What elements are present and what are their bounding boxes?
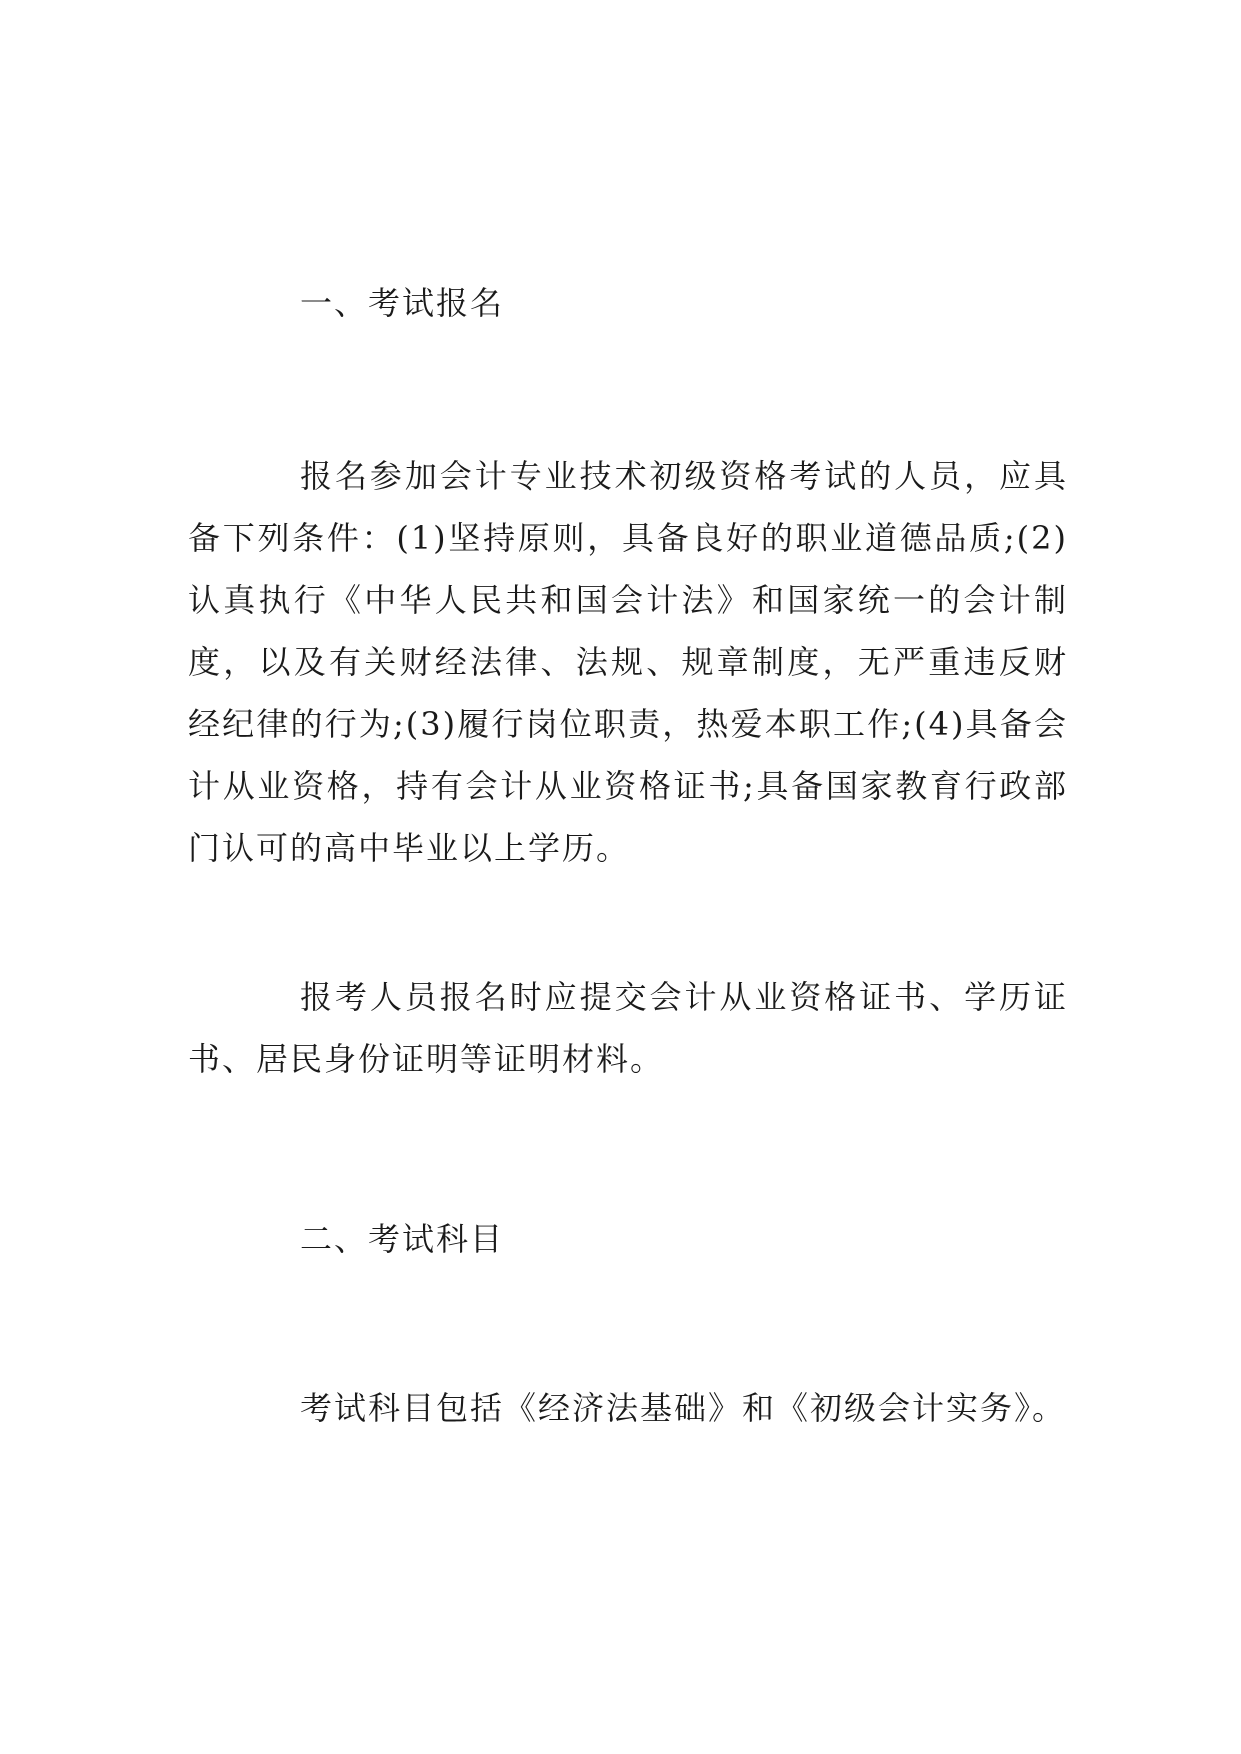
section-heading-registration: 一、考试报名	[300, 284, 505, 322]
paragraph-registration-conditions: 报名参加会计专业技术初级资格考试的人员，应具备下列条件：(1)坚持原则，具备良好的职业道德品质;(2)认真执行《中华人民共和国会计法》和国家统一的会计制度，以及有关财经法律、法规、规章制度，无严重违反财经纪律的行为;(3)履行岗位职责，热爱本职工作;(4)具备会计从业资格，持有会计从业资格证书;具备国家教育行政部门认可的高中毕业以上学历。	[188, 457, 1068, 867]
section-heading-subjects: 二、考试科目	[300, 1220, 505, 1258]
paragraph-registration-materials: 报考人员报名时应提交会计从业资格证书、学历证书、居民身份证明等证明材料。	[188, 978, 1068, 1078]
paragraph-exam-subjects: 考试科目包括《经济法基础》和《初级会计实务》。	[300, 1389, 1067, 1427]
